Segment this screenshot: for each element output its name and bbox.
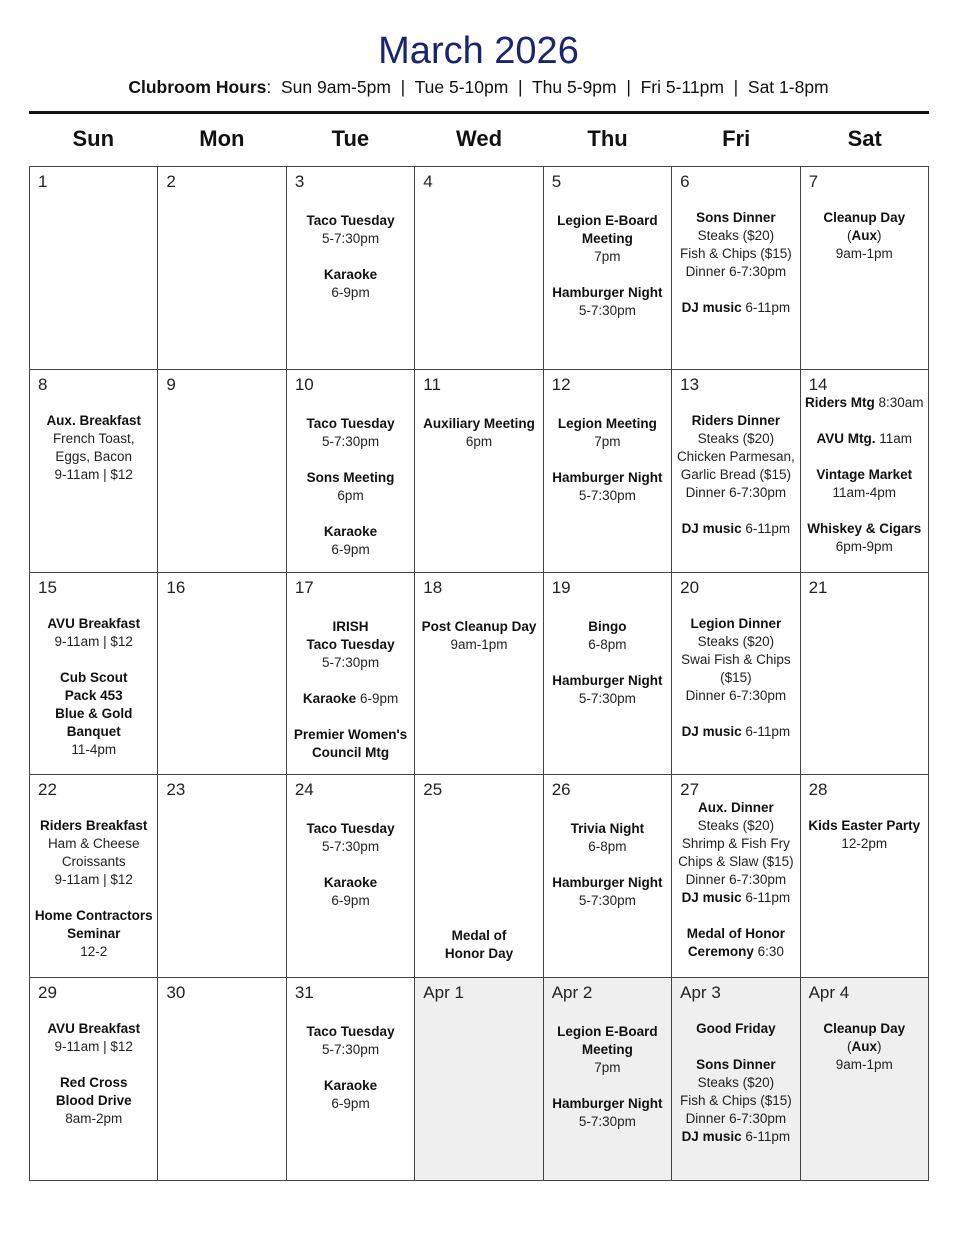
calendar-day-cell — [544, 167, 672, 370]
calendar-day-cell — [801, 978, 929, 1181]
event-line: Blue & Gold — [55, 705, 133, 721]
event-line: Dinner 6-7:30pm — [685, 484, 787, 500]
event-line: Meeting — [581, 1042, 633, 1058]
event-line: Hamburger Night — [552, 875, 663, 891]
event-line: 5-7:30pm — [578, 690, 636, 706]
day-number: 6 — [680, 172, 690, 191]
day-number: 15 — [38, 577, 57, 597]
calendar-day-cell — [672, 370, 800, 573]
event-line: Steaks ($20) — [697, 633, 775, 649]
event-line: ($15) — [720, 669, 752, 685]
day-events — [30, 412, 157, 484]
calendar-day-cell — [415, 167, 543, 370]
event-line: Taco Tuesday — [306, 1024, 395, 1040]
day-number: 17 — [294, 577, 314, 597]
event-line: Legion E-Board — [557, 213, 658, 228]
weekday-mon: Mon — [199, 126, 245, 151]
calendar-day-cell — [801, 370, 929, 573]
event-line: Chicken Parmesan, — [676, 448, 795, 464]
event-line: Sons Dinner — [696, 1057, 776, 1073]
day-number: 4 — [423, 172, 433, 191]
day-number: 13 — [680, 374, 700, 394]
day-events — [287, 212, 414, 302]
event-line: 6-9pm — [331, 1096, 370, 1112]
event-line: AVU Breakfast — [47, 615, 141, 631]
event-line: Aux. Breakfast — [46, 412, 141, 428]
event-line: Medal of — [451, 928, 507, 944]
day-events — [415, 618, 542, 654]
event-line: 9-11am | $12 — [54, 466, 133, 482]
event-line: Post Cleanup Day — [421, 618, 537, 634]
calendar-day-cell — [158, 775, 286, 978]
calendar-grid — [29, 166, 929, 1181]
event-line: Chips & Slaw ($15) — [678, 854, 794, 870]
event-line: Karaoke — [323, 875, 378, 891]
calendar-day-cell — [30, 978, 158, 1181]
event-line: Riders Breakfast — [40, 818, 148, 834]
event-line: Dinner 6-7:30pm — [685, 1111, 787, 1127]
weekday-wed: Wed — [455, 126, 503, 151]
calendar-day-cell — [30, 370, 158, 573]
event-line: Red Cross — [59, 1075, 128, 1091]
event-line: (Aux) — [847, 228, 882, 243]
event-line: Council Mtg — [311, 744, 390, 760]
day-events — [287, 1023, 414, 1113]
day-number: 27 — [680, 780, 700, 800]
calendar-day-cell — [801, 573, 929, 776]
event-line: 9-11am | $12 — [54, 1039, 133, 1055]
event-line: 6pm — [337, 487, 364, 503]
hours-label: Clubroom Hours — [128, 77, 267, 97]
day-number: Apr 1 — [423, 983, 464, 1003]
day-events — [801, 817, 928, 853]
event-line: 5-7:30pm — [578, 1114, 636, 1130]
event-line: Eggs, Bacon — [55, 448, 132, 464]
event-line: Seminar — [67, 926, 121, 942]
day-events — [287, 618, 414, 762]
event-line: 11am-4pm — [832, 484, 897, 500]
calendar-day-cell — [158, 370, 286, 573]
day-number: 20 — [680, 577, 700, 597]
calendar-day-cell — [801, 775, 929, 978]
event-line: 9am-1pm — [450, 636, 508, 652]
day-number: Apr 4 — [808, 983, 850, 1003]
event-line: Honor Day — [444, 946, 514, 962]
event-line: 11-4pm — [71, 741, 117, 757]
day-events — [544, 212, 671, 320]
day-number: 19 — [551, 577, 571, 597]
day-events — [672, 1020, 799, 1146]
event-line: 5-7:30pm — [322, 1042, 380, 1058]
day-number: 24 — [294, 780, 314, 800]
day-number: 7 — [808, 172, 819, 191]
event-line: Croissants — [61, 854, 126, 870]
day-number: 30 — [166, 983, 186, 1003]
event-line: AVU Breakfast — [47, 1021, 141, 1037]
day-number: Apr 3 — [680, 983, 721, 1003]
day-events — [672, 412, 799, 538]
event-line: Steaks ($20) — [697, 430, 775, 446]
event-line: French Toast, — [52, 430, 135, 446]
event-line: DJ music 6-11pm — [681, 520, 791, 536]
event-line: 6pm-9pm — [835, 538, 893, 554]
calendar-day-cell — [544, 573, 672, 776]
event-line: Kids Easter Party — [808, 818, 921, 834]
calendar-day-cell — [30, 167, 158, 370]
event-line: Legion E-Board — [557, 1024, 658, 1040]
event-line: Garlic Bread ($15) — [680, 466, 791, 482]
day-events — [415, 415, 542, 451]
day-events — [801, 1020, 928, 1074]
event-line: 5-7:30pm — [322, 231, 380, 246]
day-number: 28 — [808, 780, 828, 800]
event-line: Aux. Dinner — [697, 800, 774, 816]
day-events — [801, 209, 928, 263]
day-number: Apr 2 — [551, 983, 593, 1003]
day-events — [287, 820, 414, 910]
day-events — [544, 618, 671, 708]
day-events — [672, 799, 799, 961]
day-number: 11 — [423, 374, 441, 394]
day-events — [672, 615, 799, 741]
event-line: Sons Dinner — [696, 210, 776, 225]
event-line: 6-9pm — [331, 541, 370, 557]
weekday-sun: Sun — [72, 126, 115, 151]
weekday-fri: Fri — [722, 126, 751, 151]
page-title: March 2026 — [378, 30, 579, 72]
event-line: Hamburger Night — [552, 285, 663, 300]
weekday-header — [29, 126, 929, 152]
calendar-day-cell — [672, 167, 800, 370]
event-line: 6-9pm — [331, 285, 370, 300]
calendar-day-cell — [158, 167, 286, 370]
day-number: 16 — [166, 577, 186, 597]
day-number: 9 — [166, 374, 176, 394]
event-line: Home Contractors — [34, 908, 153, 924]
day-number: 1 — [38, 172, 48, 191]
day-number: 31 — [294, 983, 314, 1003]
day-events — [544, 1023, 671, 1131]
calendar-day-cell — [544, 370, 672, 573]
day-number: 3 — [294, 172, 305, 191]
event-line: AVU Mtg. 11am — [816, 430, 913, 446]
event-line: Karaoke — [323, 267, 378, 282]
event-line: 5-7:30pm — [578, 893, 636, 909]
event-line: 5-7:30pm — [578, 487, 636, 503]
weekday-thu: Thu — [587, 126, 628, 151]
day-events — [287, 415, 414, 559]
event-line: DJ music 6-11pm — [681, 300, 791, 315]
event-line: Whiskey & Cigars — [807, 520, 922, 536]
calendar-day-cell — [801, 167, 929, 370]
calendar-day-cell — [415, 573, 543, 776]
calendar-day-cell — [415, 978, 543, 1181]
event-line: 9-11am | $12 — [54, 633, 133, 649]
event-line: Dinner 6-7:30pm — [685, 264, 787, 279]
event-line: 12-2pm — [841, 836, 888, 852]
event-line: Riders Mtg 8:30am — [805, 394, 924, 410]
event-line: Taco Tuesday — [306, 636, 395, 652]
event-line: Hamburger Night — [552, 672, 663, 688]
calendar-day-cell — [158, 573, 286, 776]
event-line: Legion Dinner — [690, 615, 782, 631]
event-line: 6-9pm — [331, 893, 370, 909]
event-line: Cleanup Day — [823, 210, 906, 225]
calendar-day-cell — [544, 978, 672, 1181]
event-line: Good Friday — [696, 1021, 776, 1037]
event-line: DJ music 6-11pm — [681, 1129, 791, 1145]
event-line: 8am-2pm — [65, 1111, 123, 1127]
day-number: 8 — [38, 374, 48, 394]
weekday-sat: Sat — [847, 126, 882, 151]
event-line: Taco Tuesday — [306, 213, 395, 228]
calendar-day-cell — [30, 573, 158, 776]
event-line: 7pm — [594, 433, 621, 449]
calendar-day-cell — [672, 775, 800, 978]
event-line: Steaks ($20) — [697, 1075, 775, 1091]
event-line: 5-7:30pm — [578, 303, 636, 318]
event-line: Taco Tuesday — [306, 415, 395, 431]
event-line: Fish & Chips ($15) — [679, 246, 792, 261]
event-line: Steaks ($20) — [697, 228, 775, 243]
calendar-day-cell — [287, 775, 415, 978]
day-number: 26 — [551, 780, 571, 800]
day-number: 25 — [423, 780, 443, 800]
calendar-day-cell — [415, 370, 543, 573]
calendar-day-cell — [415, 775, 543, 978]
event-line: 5-7:30pm — [322, 433, 380, 449]
event-line: 5-7:30pm — [322, 839, 380, 855]
event-line: Banquet — [66, 723, 121, 739]
clubroom-hours — [0, 77, 957, 98]
day-events — [801, 394, 928, 556]
event-line: Cleanup Day — [823, 1021, 906, 1037]
day-number: 12 — [551, 374, 571, 394]
calendar-day-cell — [544, 775, 672, 978]
event-line: 6pm — [465, 433, 493, 449]
event-line: Premier Women's — [293, 726, 408, 742]
event-line: Karaoke — [323, 1078, 378, 1094]
day-events — [30, 1020, 157, 1128]
event-line: Taco Tuesday — [306, 821, 395, 837]
calendar-day-cell — [287, 978, 415, 1181]
event-line: Trivia Night — [570, 821, 645, 837]
calendar-day-cell — [672, 978, 800, 1181]
event-line: 7pm — [594, 249, 621, 264]
event-line: 6-8pm — [588, 636, 627, 652]
event-line: Vintage Market — [816, 466, 913, 482]
event-line: 5-7:30pm — [322, 654, 380, 670]
event-line: Hamburger Night — [552, 469, 663, 485]
day-number: 14 — [808, 374, 828, 394]
event-line: Bingo — [588, 618, 627, 634]
event-line: Fish & Chips ($15) — [679, 1093, 792, 1109]
event-line: 12-2 — [80, 944, 108, 960]
event-line: Hamburger Night — [552, 1096, 663, 1112]
event-line: Pack 453 — [64, 687, 123, 703]
event-line: 9am-1pm — [835, 246, 893, 261]
event-line: (Aux) — [847, 1039, 882, 1055]
event-line: Karaoke 6-9pm — [302, 690, 399, 706]
day-number: 2 — [166, 172, 176, 191]
event-line: Blood Drive — [55, 1093, 132, 1109]
event-line: Steaks ($20) — [697, 818, 775, 834]
event-line: DJ music 6-11pm — [681, 723, 791, 739]
day-events — [415, 927, 542, 963]
event-line: Riders Dinner — [691, 412, 781, 428]
event-line: IRISH — [332, 618, 369, 634]
event-line: Karaoke — [323, 523, 378, 539]
day-number: 21 — [808, 577, 828, 597]
event-line: Swai Fish & Chips — [681, 651, 791, 667]
event-line: Dinner 6-7:30pm — [685, 872, 787, 888]
event-line: 7pm — [594, 1060, 621, 1076]
calendar-day-cell — [672, 573, 800, 776]
day-events — [30, 615, 157, 759]
day-number: 5 — [551, 172, 562, 191]
day-events — [672, 209, 799, 317]
event-line: 9am-1pm — [835, 1057, 893, 1073]
day-number: 18 — [423, 577, 443, 597]
event-line: 9-11am | $12 — [54, 872, 133, 888]
day-number: 23 — [166, 780, 186, 800]
event-line: 6-8pm — [588, 839, 627, 855]
event-line: Legion Meeting — [557, 415, 657, 431]
header-divider — [29, 111, 929, 114]
event-line: Meeting — [581, 231, 633, 246]
day-events — [30, 817, 157, 961]
day-events — [544, 820, 671, 910]
day-events — [544, 415, 671, 505]
event-line: Medal of Honor — [686, 926, 785, 942]
day-number: 10 — [294, 374, 314, 394]
day-number: 22 — [38, 780, 57, 800]
calendar-day-cell — [30, 775, 158, 978]
event-line: Ham & Cheese — [47, 836, 140, 852]
event-line: Sons Meeting — [306, 469, 395, 485]
calendar-day-cell — [287, 573, 415, 776]
calendar-day-cell — [287, 370, 415, 573]
event-line: DJ music 6-11pm — [681, 890, 791, 906]
weekday-tue: Tue — [331, 126, 370, 151]
calendar-day-cell — [287, 167, 415, 370]
event-line: Cub Scout — [59, 669, 128, 685]
event-line: Auxiliary Meeting — [423, 415, 535, 431]
day-number: 29 — [38, 983, 57, 1003]
calendar-day-cell — [158, 978, 286, 1181]
event-line: Ceremony 6:30 — [687, 944, 784, 960]
event-line: Shrimp & Fish Fry — [681, 836, 790, 852]
hours-text: : Sun 9am-5pm | Tue 5-10pm | Thu 5-9pm | Fri 5-11pm | Sat 1-8pm — [266, 77, 829, 97]
event-line: Dinner 6-7:30pm — [685, 687, 787, 703]
